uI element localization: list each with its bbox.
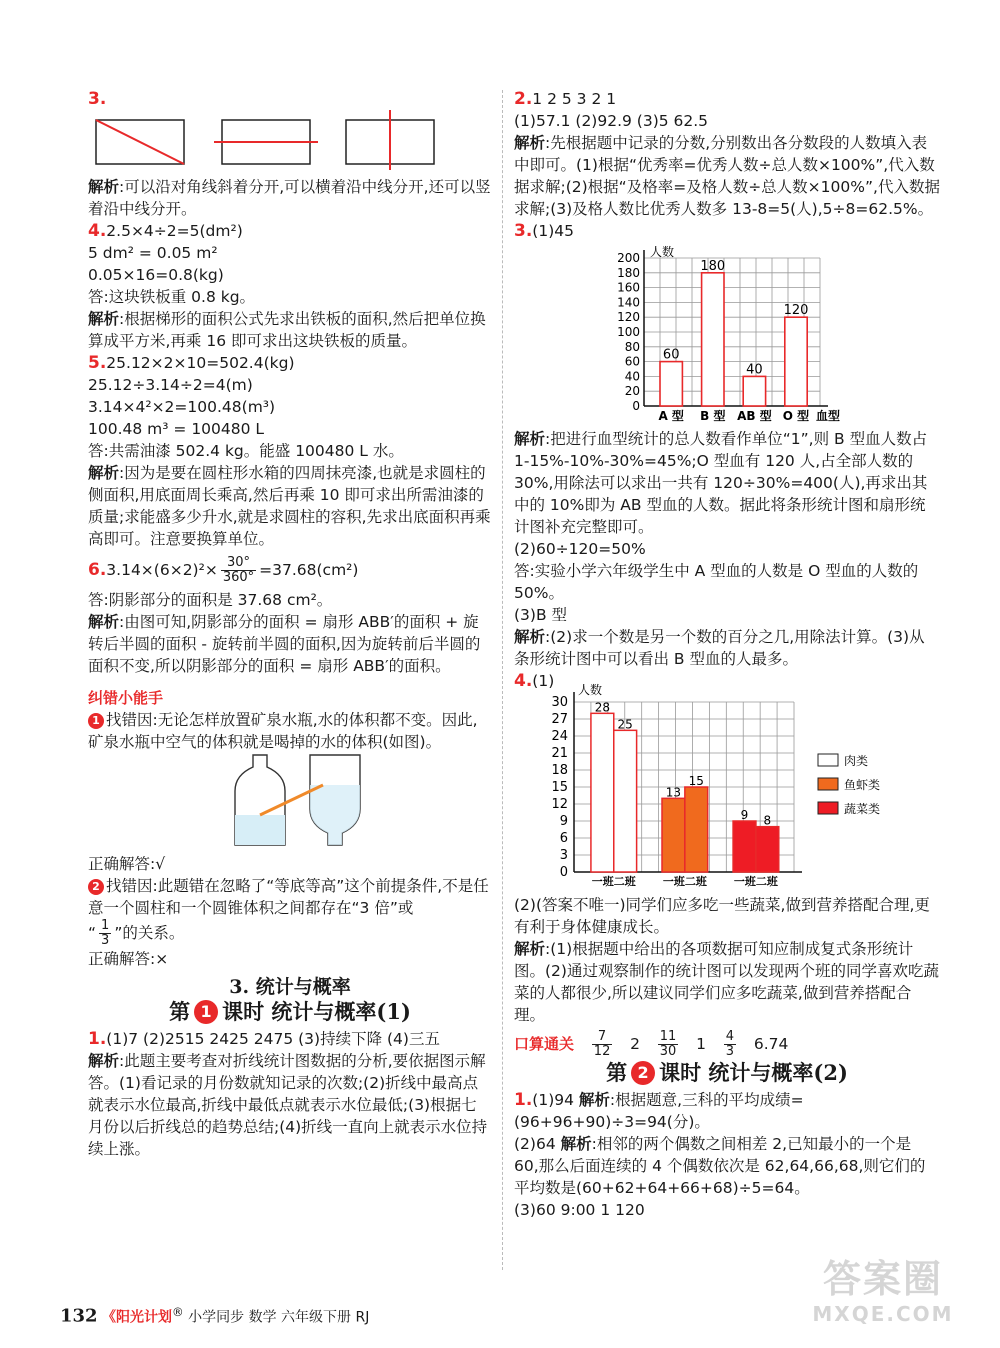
diagonal-cut [96, 120, 184, 164]
answer-line: (1)57.1 (2)92.9 (3)5 62.5 [514, 112, 709, 130]
answer-line: (2)64 [514, 1135, 561, 1153]
legend-swatch [818, 802, 838, 814]
legend-label: 肉类 [844, 754, 869, 768]
jiucuo-text: ”的关系。 [114, 924, 185, 942]
numerator: 1 [101, 918, 110, 933]
kousuan-value: 6.74 [753, 1035, 789, 1053]
item-number-badge: 2 [88, 879, 104, 895]
water-upright [235, 815, 285, 845]
answer-line: (2)60÷120=50% [514, 540, 646, 558]
jiexi-label: 解析 [88, 310, 120, 328]
left-q3 [88, 88, 492, 220]
q-number: 5. [88, 353, 107, 373]
data-label: 28 [594, 700, 610, 715]
denominator: 30 [659, 1044, 677, 1059]
correct-answer: 正确解答:√ [88, 855, 166, 873]
denominator: 3 [101, 933, 110, 948]
y-tick-label: 15 [551, 780, 568, 795]
data-label: 15 [688, 774, 704, 788]
answer-line: 答:实验小学六年级学生中 A 型血的人数是 O 型血的人数的 50%。 [514, 562, 919, 602]
y-tick-label: 0 [632, 399, 640, 413]
jiucuo-text: 找错因:此题错在忽略了“等底等高”这个前提条件,不是任意一个圆柱和一个圆锥体积之间都存在“3 倍”或 [88, 877, 489, 917]
jiexi-label: 解析 [88, 613, 120, 631]
x-tick-label: A 型 [658, 409, 684, 423]
y-tick-label: 80 [624, 339, 640, 354]
x-group-label: 一班二班 [662, 875, 707, 888]
data-label: 8 [763, 813, 772, 828]
right-q2 [514, 88, 940, 220]
data-label: 180 [700, 258, 726, 274]
legend-label: 鱼虾类 [844, 778, 881, 792]
blood-type-bar-chart [514, 242, 940, 428]
jiexi-text: :相邻的两个偶数之间相差 2,已知最小的一个是 60,那么后面连续的 4 个偶数依次是 62,64,66,68,则它们的平均数是(60+62+64+66+68)÷5=64。 [514, 1135, 926, 1197]
book-info: 小学同步 数学 六年级下册 RJ [183, 1309, 370, 1326]
answer-line: 答:这块铁板重 0.8 kg。 [88, 288, 256, 306]
y-tick-label: 160 [617, 280, 640, 295]
lesson-name: 课时 统计与概率(2) [659, 1060, 848, 1085]
section-title: 3. 统计与概率 [229, 976, 351, 998]
lesson2-q1 [514, 1089, 940, 1221]
watermark-title: 答案圈 [822, 1257, 943, 1301]
data-label: 60 [662, 347, 680, 363]
lesson-number-badge: 1 [194, 1000, 218, 1024]
rectangle-split-figure [88, 110, 488, 170]
data-label: 25 [617, 717, 633, 732]
water-inverted [310, 785, 360, 845]
bar [614, 730, 637, 872]
jiexi-text: :把进行血型统计的总人数看作单位“1”,则 B 型血人数占 1-15%-10%-30%=45%;O 型血有 120 人,占全部人数的 30%,用除法可以求出一共有 120÷30%=400(人),再求出其中的 10%即为 AB 型血的人数。据此将条形统计图和扇形统计图补充完整即可。 [514, 430, 928, 536]
q-number: 2. [514, 89, 533, 109]
jiexi-text: :先根据题中记录的分数,分别数出各分数段的人数填入表中即可。(1)根据“优秀率=优秀人数÷总人数×100%”,代入数据求解;(2)根据“及格率=及格人数÷总人数×100%”,代入数据求解;(3)及格人数比优秀人数多 13-8=5(人),5÷8=62.5%。 [514, 134, 940, 218]
fraction [99, 919, 111, 948]
y-axis-label: 人数 [578, 683, 603, 697]
lesson-name: 课时 统计与概率(1) [222, 999, 411, 1024]
fraction [221, 556, 256, 585]
answer-line: (1)94 [532, 1091, 579, 1109]
fraction [592, 1030, 613, 1059]
jiexi-label: 解析 [560, 1135, 592, 1153]
numerator: 4 [725, 1029, 735, 1044]
q-number: 3. [514, 221, 533, 241]
left-q4 [88, 220, 492, 352]
food-preference-bar-chart [514, 682, 940, 894]
item-number-badge: 1 [88, 713, 104, 729]
left-column [88, 88, 492, 1160]
jiexi-text: :此题主要考查对折线统计图数据的分析,要依据图示解答。(1)看记录的月份数就知记录的次数;(2)折线中最高点就表示水位最高,折线中最低点就表示水位最低;(3)根据七月份以后折线总的趋势总结;(4)折线一直向上就表示水位持续上涨。 [88, 1052, 488, 1158]
y-tick-label: 9 [559, 814, 568, 829]
jiucuo-section [88, 687, 492, 970]
jiexi-label: 解析 [88, 464, 120, 482]
denominator: 12 [593, 1044, 611, 1059]
bar [756, 827, 779, 872]
numerator: 7 [592, 1030, 613, 1045]
lesson-title [88, 1000, 492, 1024]
bar [662, 798, 685, 872]
lesson-number-badge: 2 [631, 1061, 655, 1085]
y-tick-label: 3 [559, 848, 568, 863]
kousuan-row [514, 1030, 940, 1059]
q-number: 1. [88, 1029, 107, 1049]
answer-line: 3.14×4²×2=100.48(m³) [88, 398, 276, 416]
lesson-title [514, 1061, 940, 1085]
y-tick-label: 200 [617, 251, 640, 265]
jiexi-label: 解析 [514, 940, 546, 958]
denominator: 360° [222, 570, 255, 585]
q-number: 1. [514, 1090, 533, 1110]
kousuan-value: 1 [696, 1035, 706, 1053]
right-column [514, 88, 940, 1221]
y-tick-label: 100 [617, 325, 640, 339]
kousuan-label: 口算通关 [514, 1035, 575, 1053]
y-tick-label: 0 [559, 865, 568, 880]
jiexi-text: :可以沿对角线斜着分开,可以横着沿中线分开,还可以竖着沿中线分开。 [88, 178, 491, 218]
legend-swatch [818, 778, 838, 790]
answer-line: (1) [532, 672, 555, 690]
numerator: 11 [659, 1029, 677, 1044]
y-tick-label: 60 [624, 354, 640, 369]
jiexi-text: :因为是要在圆柱形水箱的四周抹亮漆,也就是求圆柱的侧面积,用底面周长乘高,然后再乘 10 即可求出所需油漆的质量;求能盛多少升水,就是求圆柱的容积,先求出底面积再乘高即可。注意要换算单位。 [88, 464, 491, 548]
answer-line: (2)(答案不唯一)同学们应多吃一些蔬菜,做到营养搭配合理,更有利于身体健康成长。 [514, 896, 930, 936]
jiucuo-title: 纠错小能手 [88, 689, 164, 707]
q-number: 6. [88, 560, 107, 580]
y-tick-label: 40 [624, 369, 640, 384]
brand-chevron-icon: 《 [102, 1309, 117, 1326]
jiexi-text: :(2)求一个数是另一个数的百分之几,用除法计算。(3)从条形统计图中可以看出 B 型血的人最多。 [514, 628, 925, 668]
answer-line: 0.05×16=0.8(kg) [88, 266, 224, 284]
jiexi-label: 解析 [514, 134, 546, 152]
jiexi-text: :根据梯形的面积公式先求出铁板的面积,然后把单位换算成平方米,再乘 16 即可求出这块铁板的质量。 [88, 310, 486, 350]
column-divider [502, 90, 503, 1270]
bar [660, 362, 682, 406]
jiexi-label: 解析 [578, 1091, 610, 1109]
y-tick-label: 27 [551, 712, 568, 727]
y-tick-label: 20 [624, 384, 640, 399]
data-label: 120 [783, 303, 809, 319]
x-tick-label: O 型 [782, 409, 810, 423]
q-number: 4. [514, 671, 533, 691]
x-tick-label: AB 型 [737, 409, 772, 423]
legend-label: 蔬菜类 [844, 802, 881, 816]
y-tick-label: 30 [551, 695, 568, 710]
registered-mark: ® [172, 1305, 184, 1319]
y-tick-label: 21 [551, 746, 568, 761]
left-q6 [88, 556, 492, 677]
jiucuo-text: 找错因:无论怎样放置矿泉水瓶,水的体积都不变。因此,矿泉水瓶中空气的体积就是喝掉的水的体积(如图)。 [88, 711, 478, 751]
answer-line: 1 2 5 3 2 1 [532, 90, 617, 108]
numerator: 30° [221, 556, 256, 571]
lesson-prefix: 第 [169, 999, 191, 1024]
answer-line: 答:阴影部分的面积是 37.68 cm²。 [88, 591, 333, 609]
answer-line: (1)7 (2)2515 2425 2475 (3)持续下降 (4)三五 [106, 1030, 440, 1048]
jiexi-text: :由图可知,阴影部分的面积 = 扇形 ABB′的面积 + 旋转后半圆的面积 - 旋转前半圆的面积,因为旋转前后半圆的面积不变,所以阴影部分的面积 = 扇形 ABB′的面积。 [88, 613, 481, 675]
q-number: 4. [88, 221, 107, 241]
y-tick-label: 24 [551, 729, 568, 744]
left-q5 [88, 352, 492, 550]
page-number: 132 [60, 1305, 98, 1327]
answer-line: 25.12÷3.14÷2=4(m) [88, 376, 253, 394]
jiexi-text: :根据题意,三科的平均成绩=(96+96+90)÷3=94(分)。 [514, 1091, 804, 1131]
jiexi-text: :(1)根据题中给出的各项数据可知应制成复式条形统计图。(2)通过观察制作的统计图可以发现两个班的同学喜欢吃蔬菜的人都很少,所以建议同学们应多吃蔬菜,做到营养搭配合理。 [514, 940, 939, 1024]
data-label: 13 [665, 785, 682, 800]
bar [743, 376, 765, 406]
data-label: 40 [746, 362, 763, 378]
answer-line: 5 dm² = 0.05 m² [88, 244, 218, 262]
lesson1-q1 [88, 1028, 492, 1160]
brand-name: 阳光计划 [116, 1309, 173, 1326]
lesson-prefix: 第 [606, 1060, 628, 1085]
correct-answer: 正确解答:× [88, 950, 169, 968]
answer-line: (3)B 型 [514, 606, 568, 624]
answer-line: (3)60 9:00 1 120 [514, 1201, 645, 1219]
jiexi-label: 解析 [514, 628, 546, 646]
y-axis-label: 人数 [650, 245, 675, 259]
page-footer [60, 1305, 369, 1327]
bar [702, 273, 724, 406]
quote-open: “ [88, 924, 97, 942]
y-tick-label: 180 [617, 265, 640, 280]
fraction [658, 1030, 679, 1059]
bar [785, 317, 807, 406]
answer-line: 答:共需油漆 502.4 kg。能盛 100480 L 水。 [88, 442, 404, 460]
y-tick-label: 12 [551, 797, 568, 812]
y-tick-label: 140 [617, 295, 640, 310]
answer-line: 2.5×4÷2=5(dm²) [106, 222, 243, 240]
y-tick-label: 6 [559, 831, 568, 846]
jiexi-label: 解析 [88, 178, 120, 196]
formula-part: =37.68(cm²) [259, 561, 359, 579]
x-group-label: 一班二班 [733, 875, 778, 888]
x-axis-label: 血型 [816, 409, 841, 423]
bar [733, 821, 756, 872]
jiexi-label: 解析 [514, 430, 546, 448]
jiexi-label: 解析 [88, 1052, 120, 1070]
watermark [788, 1256, 978, 1338]
bar [685, 787, 708, 872]
watermark-url: MXQE.COM [812, 1302, 954, 1326]
x-tick-label: B 型 [700, 409, 726, 423]
y-tick-label: 120 [617, 310, 640, 325]
x-group-label: 一班二班 [591, 875, 636, 888]
denominator: 3 [725, 1044, 735, 1059]
fraction [724, 1030, 736, 1059]
answer-line: (1)45 [532, 222, 574, 240]
bar [591, 713, 614, 872]
legend-swatch [818, 754, 838, 766]
right-q4 [514, 670, 940, 1026]
data-label: 9 [740, 808, 749, 822]
formula-part: 3.14×(6×2)²× [106, 561, 218, 579]
bottle-figure [88, 753, 488, 853]
answer-line: 100.48 m³ = 100480 L [88, 420, 265, 438]
kousuan-value: 2 [630, 1035, 640, 1053]
answer-line: 25.12×2×10=502.4(kg) [106, 354, 295, 372]
right-q3 [514, 220, 940, 670]
y-tick-label: 18 [551, 763, 568, 778]
q-number: 3. [88, 89, 107, 109]
